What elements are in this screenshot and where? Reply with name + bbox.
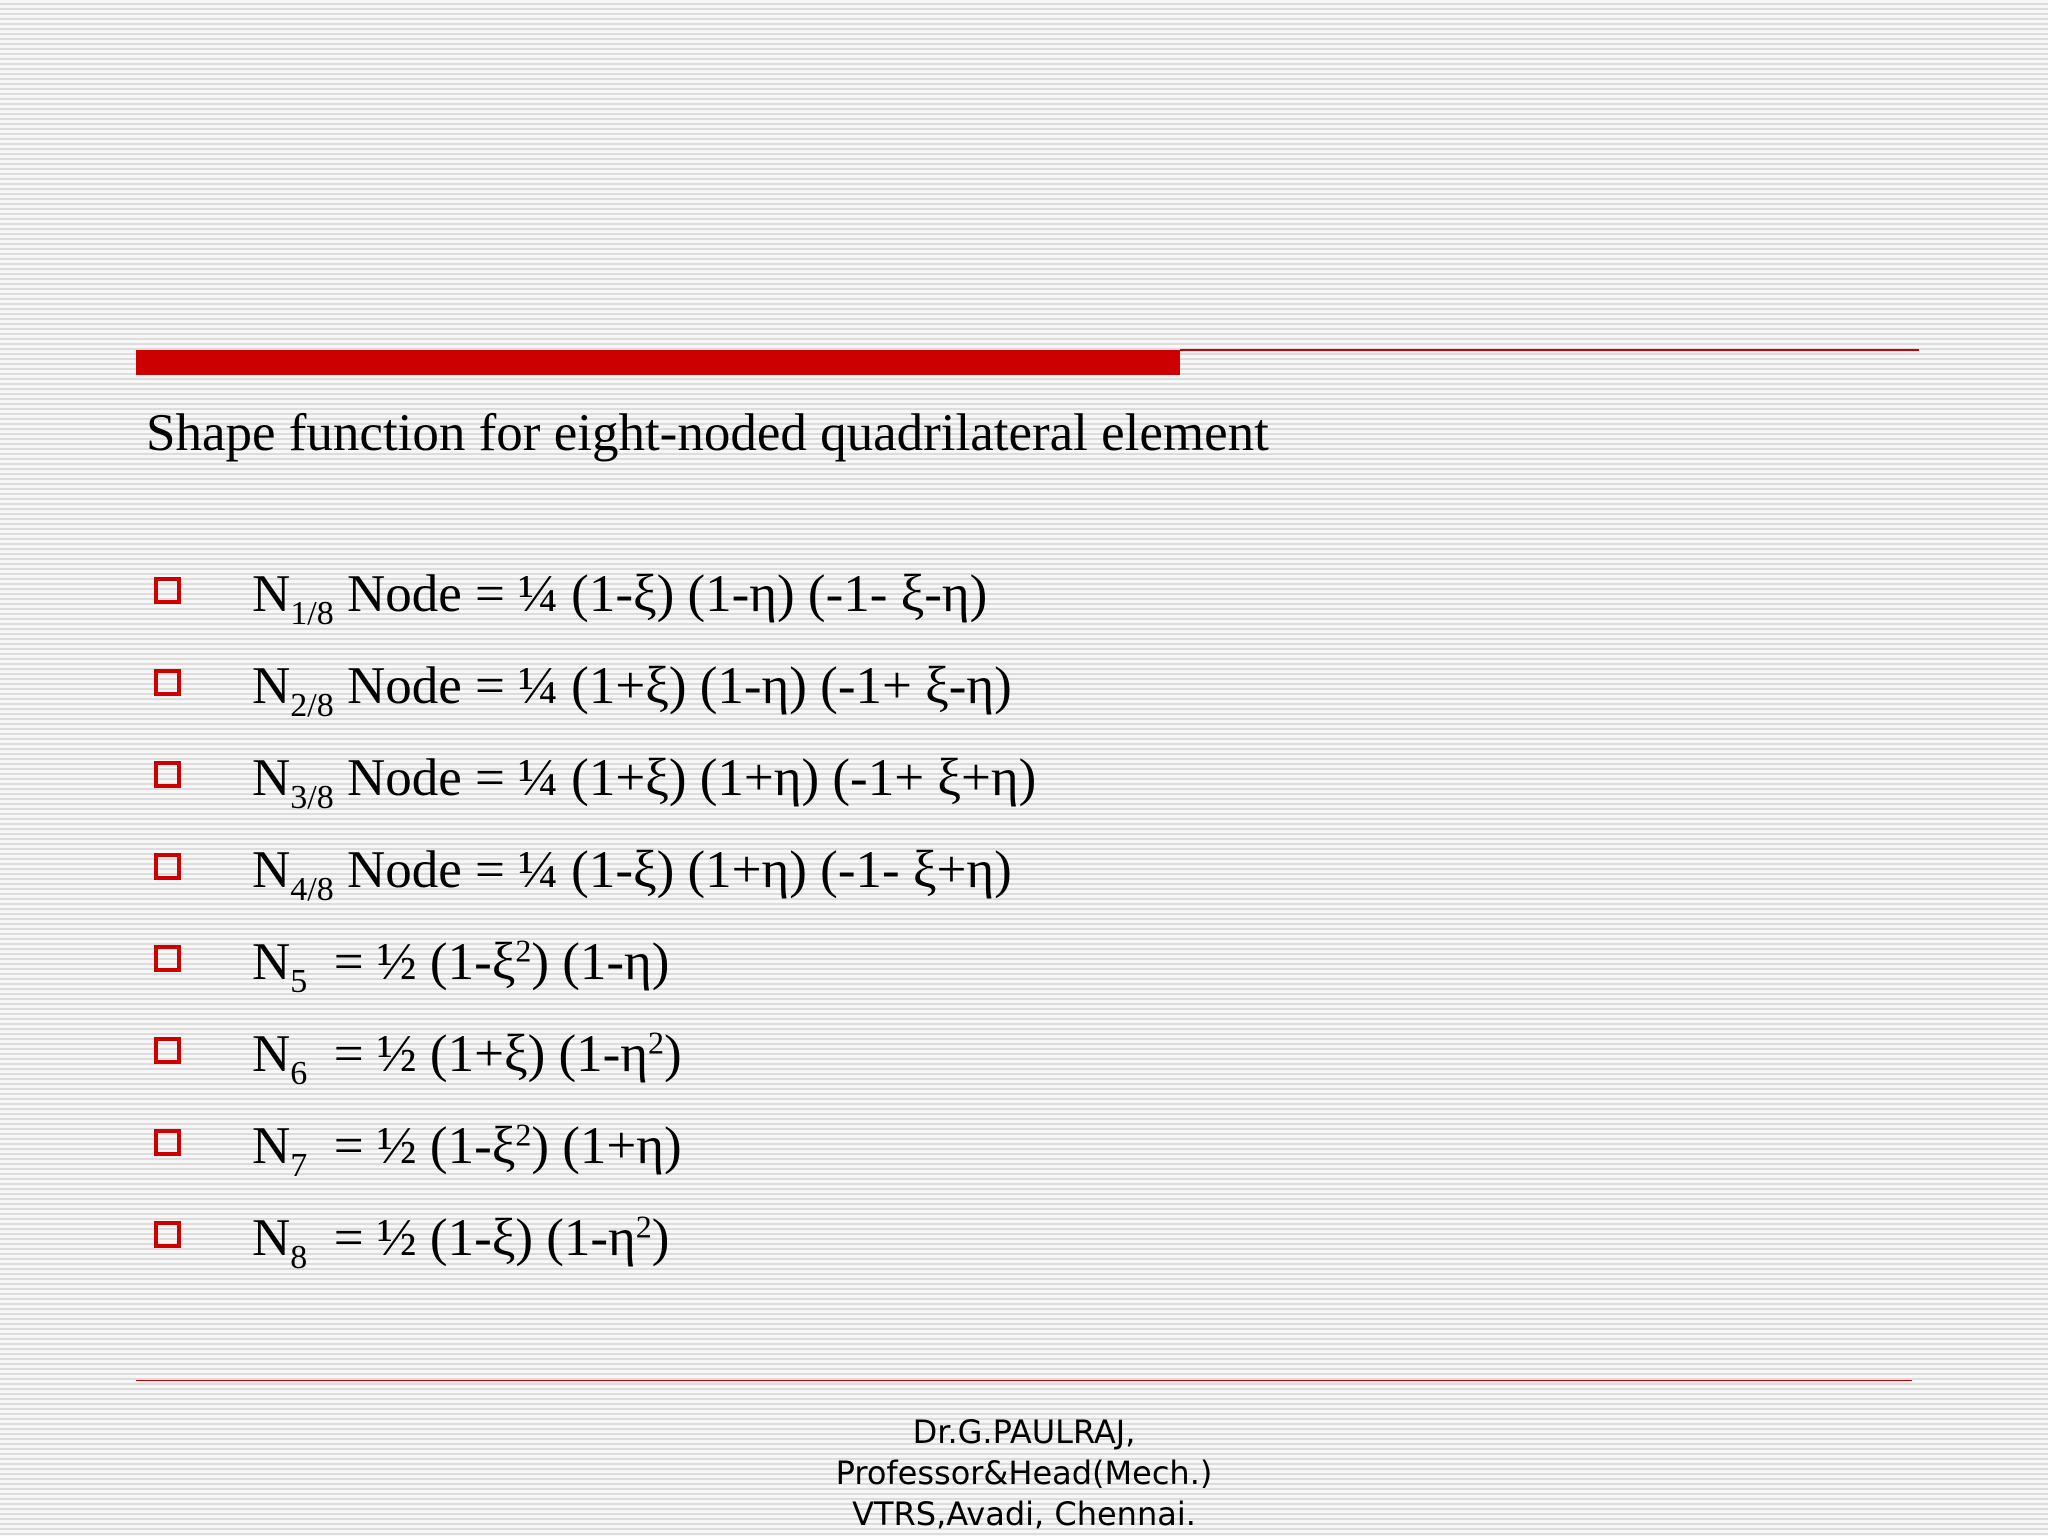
formula-symbol: N <box>252 565 291 623</box>
formula-rhs-part: = ½ (1-ξ) (1-η <box>307 1209 636 1267</box>
formula-n4 <box>252 824 1012 916</box>
formula-subscript: 5 <box>290 962 308 1000</box>
slide-title: Shape function for eight-noded quadrilateral element <box>146 404 1269 462</box>
formula-subscript: 8 <box>290 1238 308 1276</box>
formula-n3 <box>252 732 1036 824</box>
formula-rhs-part: = ½ (1-ξ <box>307 933 516 991</box>
formula-symbol: N <box>252 1025 291 1083</box>
list-item <box>150 824 1012 916</box>
formula-n8 <box>252 1192 669 1284</box>
list-item <box>150 732 1037 824</box>
title-accent-line <box>1180 349 1919 351</box>
formula-symbol: N <box>252 841 291 899</box>
formula-subscript: 6 <box>290 1054 308 1092</box>
formula-superscript: 2 <box>635 1208 652 1245</box>
hollow-square-icon <box>154 853 181 880</box>
footer-designation: Professor&Head(Mech.) <box>835 1454 1213 1492</box>
footer-divider <box>136 1380 1912 1381</box>
hollow-square-icon <box>154 669 181 696</box>
formula-subscript: 3/8 <box>290 778 334 816</box>
formula-subscript: 1/8 <box>290 594 334 632</box>
formula-lhs-suffix: Node <box>333 749 462 807</box>
formula-rhs: = ¼ (1+ξ) (1+η) (-1+ ξ+η) <box>461 749 1037 807</box>
footer-institution: VTRS,Avadi, Chennai. <box>852 1495 1196 1533</box>
formula-superscript: 2 <box>515 1116 532 1153</box>
formula-rhs-part: ) (1-η) <box>531 933 670 991</box>
formula-rhs-part: ) <box>664 1025 682 1083</box>
formula-symbol: N <box>252 657 291 715</box>
formula-n2 <box>252 640 1012 732</box>
footer-credit <box>824 1412 1224 1535</box>
hollow-square-icon <box>154 945 181 972</box>
formula-symbol: N <box>252 933 291 991</box>
formula-subscript: 7 <box>290 1146 308 1184</box>
formula-symbol: N <box>252 749 291 807</box>
formula-n6 <box>252 1008 682 1100</box>
formula-n1 <box>252 548 987 640</box>
formula-subscript: 4/8 <box>290 870 334 908</box>
formula-rhs-part: ) <box>651 1209 670 1267</box>
list-item <box>150 548 988 640</box>
formula-lhs-suffix: Node <box>333 565 462 623</box>
formula-symbol: N <box>252 1117 291 1175</box>
formula-rhs-part: = ½ (1-ξ <box>307 1117 516 1175</box>
formula-symbol: N <box>252 1209 291 1267</box>
formula-n5 <box>252 916 669 1008</box>
formula-superscript: 2 <box>515 932 532 969</box>
list-item <box>150 640 1012 732</box>
hollow-square-icon <box>154 1129 181 1156</box>
title-accent-bar <box>136 350 1180 375</box>
formula-rhs-part: ) (1+η) <box>531 1117 682 1175</box>
formula-rhs: = ¼ (1-ξ) (1-η) (-1- ξ-η) <box>461 565 988 623</box>
hollow-square-icon <box>154 761 181 788</box>
formula-lhs-suffix: Node <box>333 657 462 715</box>
hollow-square-icon <box>154 577 181 604</box>
hollow-square-icon <box>154 1221 181 1248</box>
formula-n7 <box>252 1100 682 1192</box>
formula-rhs: = ¼ (1-ξ) (1+η) (-1- ξ+η) <box>461 841 1012 899</box>
footer-author: Dr.G.PAULRAJ, <box>912 1413 1136 1451</box>
formula-superscript: 2 <box>648 1024 665 1061</box>
formula-subscript: 2/8 <box>290 686 334 724</box>
formula-lhs-suffix: Node <box>333 841 462 899</box>
formula-rhs: = ¼ (1+ξ) (1-η) (-1+ ξ-η) <box>461 657 1012 715</box>
formula-rhs-part: = ½ (1+ξ) (1-η <box>307 1025 649 1083</box>
hollow-square-icon <box>154 1037 181 1064</box>
